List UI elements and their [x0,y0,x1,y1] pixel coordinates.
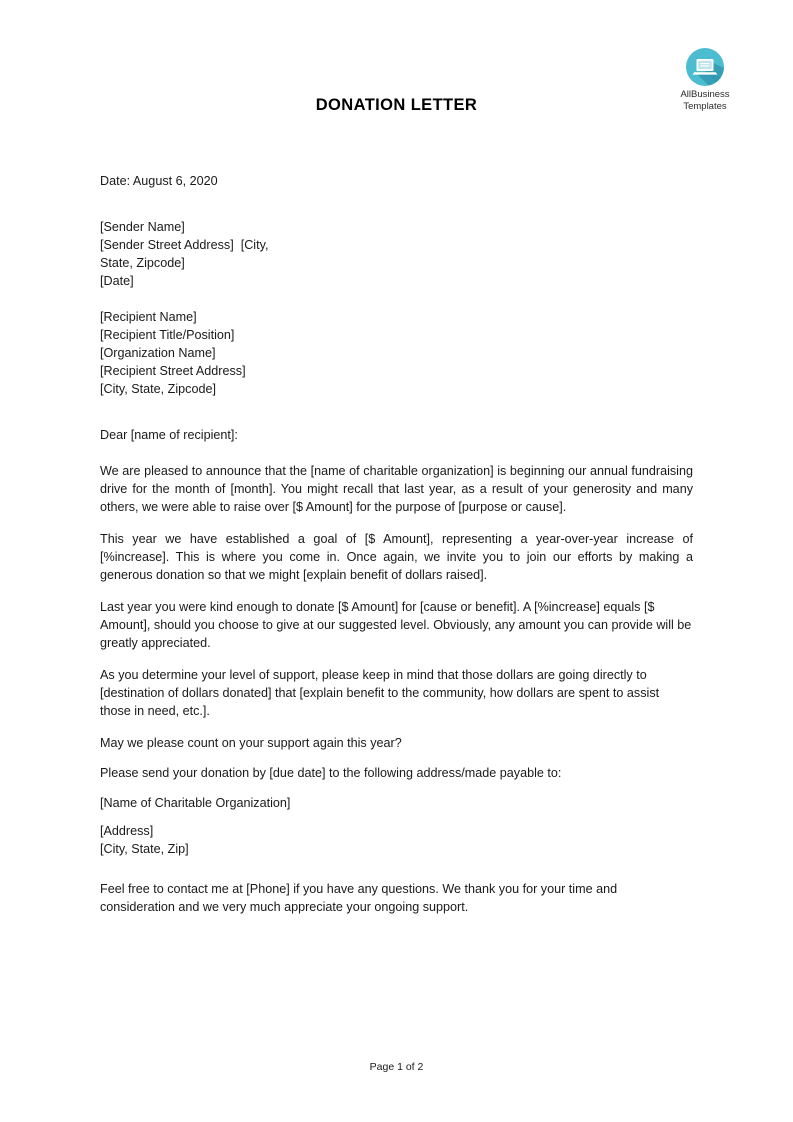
laptop-icon [686,48,724,86]
recipient-address-block [100,308,693,398]
spacer [100,720,693,734]
recipient-line: [Recipient Title/Position] [100,328,235,342]
brand-circle [686,48,724,86]
sender-line: [Date] [100,274,134,288]
recipient-line: [Recipient Name] [100,310,197,324]
sender-address-block [100,218,693,290]
spacer [100,398,693,426]
spacer [100,584,693,598]
body-paragraph-1: We are pleased to announce that the [name of charitable organization] is beginning our annual fundraising drive for the month of [month]. You might recall that last year, as a result of your generosity and many others, we were able to raise over [$ Amount] for the purpose of [purpose or cause]. [100,464,693,514]
spacer [100,290,693,308]
page-title: DONATION LETTER [315,96,478,114]
spacer [100,752,693,764]
brand-name-line-1: AllBusiness [680,89,730,100]
body-paragraph-5: May we please count on your support again this year? [100,736,402,750]
spacer [100,858,693,880]
body-paragraph-7: Feel free to contact me at [Phone] if you have any questions. We thank you for your time and consideration and we very much appreciate your ongoing support. [100,882,618,914]
recipient-line: [Organization Name] [100,346,216,360]
spacer [100,812,693,822]
brand-name-line-2: Templates [683,100,727,112]
date-line: Date: August 6, 2020 [100,174,218,188]
spacer [100,516,693,530]
payee-address: [Address] [100,824,154,838]
spacer [100,190,693,218]
sender-line: [Sender Name] [100,220,185,234]
sender-line: State, Zipcode] [100,256,185,270]
payee-city-state-zip: [City, State, Zip] [100,842,189,856]
recipient-line: [City, State, Zipcode] [100,382,216,396]
spacer [100,782,693,794]
recipient-line: [Recipient Street Address] [100,364,246,378]
salutation: Dear [name of recipient]: [100,428,238,442]
body-paragraph-3: Last year you were kind enough to donate [$ Amount] for [cause or benefit]. A [%increase] equals [$ Amount], should you choose to give at our suggested level. Obviously, any amount you can provide will be greatly appreciated. [100,600,692,650]
body-paragraph-6: Please send your donation by [due date] to the following address/made payable to: [100,766,562,780]
body-paragraph-4: As you determine your level of support, please keep in mind that those dollars are going directly to [destination of dollars donated] that [explain benefit to the community, how dollars are spent to assist those in need, etc.]. [100,668,660,718]
body-paragraph-2: This year we have established a goal of [$ Amount], representing a year-over-year increase of [%increase]. This is where you come in. Once again, we invite you to join our efforts by making a generous donation so that we might [explain benefit of dollars raised]. [100,532,693,582]
sender-line: [Sender Street Address] [City, [100,238,269,252]
letter-body [100,172,693,916]
spacer [100,652,693,666]
page-footer: Page 1 of 2 [369,1061,424,1073]
spacer [100,444,693,462]
payee-organization: [Name of Charitable Organization] [100,796,291,810]
